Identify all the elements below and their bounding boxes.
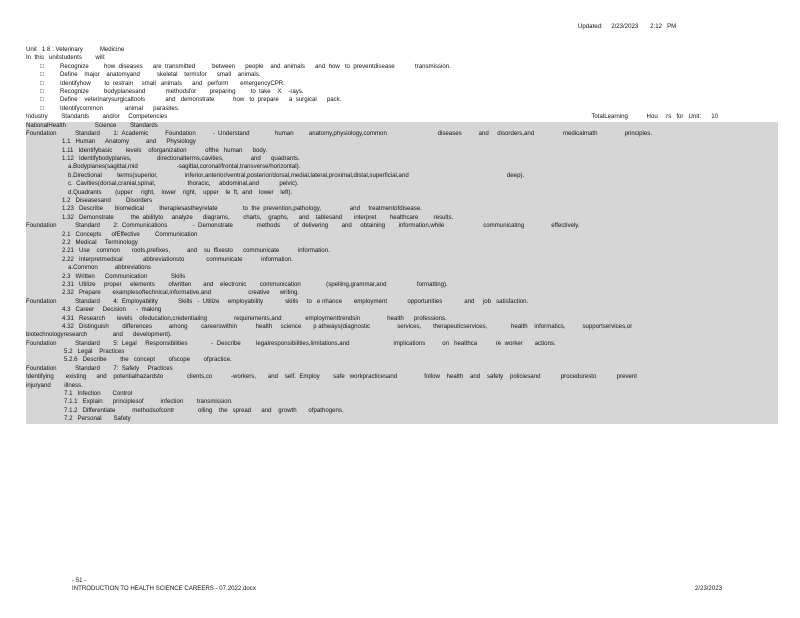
checkbox-bullet-icon: □ bbox=[40, 71, 44, 79]
standard-line: 5.2 Legal Practices bbox=[64, 348, 125, 356]
footer-doc-name: INTRODUCTION TO HEALTH SCIENCE CAREERS - 07.2022.docx bbox=[72, 585, 256, 592]
standard-line: d.Quadrants (upper right, lower right, upper le ft, and lower left). bbox=[68, 188, 293, 196]
objectives-list bbox=[26, 63, 778, 113]
standard-line: 7.2 Personal Safety bbox=[64, 415, 131, 423]
standard-line: 2.21 Use common roots,prefixes, and su ffixesto communicate information. bbox=[62, 247, 330, 255]
standard-line: 2.31 Utilize proper elements ofwritten and electronic communication (spelling,grammar,and formatting). bbox=[62, 280, 448, 288]
standard-line: Foundation Standard 4: Employability Skills - Utilize employability skills to e nhance employment opportunities and job satisfaction. bbox=[26, 297, 529, 305]
standards-header-left: Industry Standards and/or Competencies bbox=[26, 113, 168, 121]
standard-line: Foundation Standard 2: Communications - Demonstrate methods of delivering and obtaining information,while communicating effectively. bbox=[26, 222, 580, 230]
standard-line: c. Cavities(dorsal,cranial,spinal, thoracic, abdominal,and pelvic). bbox=[68, 180, 299, 188]
standard-line: 1.12 Identifybodyplanes, directionalterms,cavities, and quadrants. bbox=[62, 155, 300, 163]
standard-line: injuryand illness. bbox=[26, 381, 83, 389]
standard-line: 1.32 Demonstrate the abilityto analyze diagrams, charts, graphs, and tablesand interpret healthcare results. bbox=[62, 213, 454, 221]
standard-line: 7.1 Infection Control bbox=[64, 390, 133, 398]
standard-line: 2.1 Concepts ofEffective Communication bbox=[62, 230, 198, 238]
unit-intro: In this unitstudents will: bbox=[26, 54, 106, 62]
objective-item bbox=[26, 105, 778, 113]
document-page bbox=[26, 46, 778, 424]
objective-item bbox=[26, 80, 778, 88]
standards-block bbox=[26, 122, 778, 424]
objective-text: Identifycommon animal parasites. bbox=[60, 104, 180, 112]
checkbox-bullet-icon: □ bbox=[40, 62, 44, 70]
objective-text: Define major anatomyand skeletal termsfor small animals. bbox=[60, 71, 261, 79]
footer-date: 2/23/2023 bbox=[694, 585, 722, 592]
updated-timestamp: Updated: 2/23/2023 2:12 PM bbox=[578, 23, 677, 30]
checkbox-bullet-icon: □ bbox=[40, 96, 44, 104]
standard-line: 7.1.1 Explain principlesof infection transmission. bbox=[64, 398, 233, 406]
standard-line: 1.1 Human Anatomy and Physiology bbox=[62, 138, 196, 146]
standard-line: 5.2.6 Describe the concept ofscope ofpractice. bbox=[64, 356, 232, 364]
standard-line: 4.3 Career Decision - making bbox=[62, 306, 162, 314]
standard-line: Identifying existing and potentialhazardsto clients,co -workers, and self. Employ safe workpracticesand follow health and safety policiesand proceduresto prevent bbox=[26, 373, 638, 381]
checkbox-bullet-icon: □ bbox=[40, 87, 44, 95]
standard-line: Foundation Standard 5: Legal Responsibilities - Describe legalresponsibilities,limitations,and implications on healthca re worker actions. bbox=[26, 339, 556, 347]
objective-text: Identifyhow to restrain small animals and perform emergencyCPR. bbox=[60, 79, 285, 87]
standard-line: 2.3 Written Communication Skills bbox=[62, 272, 186, 280]
objective-text: Define veterinarysurgicaltools and demonstrate how to prepare a surgical pack. bbox=[60, 96, 342, 104]
standard-line: biotechnologyresearch and development). bbox=[26, 331, 172, 339]
standard-line: 1.2 Diseasesand Disorders bbox=[62, 197, 153, 205]
objective-item bbox=[26, 63, 778, 71]
standard-line: NationalHealth Science Standards bbox=[26, 121, 158, 129]
standard-line: b.Directional terms(superior, inferior,anterior/ventral,posterior/dorsal,medial,lateral,proximal,distal,superficial,and deep). bbox=[68, 171, 525, 179]
standard-line: 2.2 Medical Terminology bbox=[62, 238, 138, 246]
objective-item bbox=[26, 88, 778, 96]
checkbox-bullet-icon: □ bbox=[40, 104, 44, 112]
standard-line: Foundation Standard 1: Academic Foundation - Understand human anatomy,physiology,common diseases and disorders,and medicalmath principles. bbox=[26, 129, 653, 137]
standard-line: 4.32 Distinguish differences among careerswithin health science p athways(diagnostic services, therapeuticservices, health informatics, supportservices,or bbox=[62, 322, 633, 330]
standards-header bbox=[26, 113, 778, 121]
objective-item bbox=[26, 71, 778, 79]
page-number: - 51 - bbox=[72, 577, 87, 584]
standards-header-right: TotalLearning Hou rs for Unit: 10 bbox=[591, 113, 718, 121]
objective-text: Recognize how diseases are transmitted between people and animals and how to preventdisease transmission. bbox=[60, 62, 451, 70]
standard-line: 7.1.2 Differentiate methodsofcontr olling the spread and growth ofpathogens. bbox=[64, 406, 344, 414]
standard-line: 1.11 Identifybasic levels oforganization ofthe human body. bbox=[62, 146, 268, 154]
standard-line: a.Bodyplanes(sagittal,mid -sagittal,coronal/frontal,transverse/horizontal). bbox=[68, 163, 301, 171]
checkbox-bullet-icon: □ bbox=[40, 79, 44, 87]
standard-line: a.Common abbreviations bbox=[68, 264, 151, 272]
standard-line: 2.32 Prepare examplesoftechnical,informative,and creative writing. bbox=[62, 289, 300, 297]
page-footer bbox=[72, 577, 722, 593]
standard-line: Foundation Standard 7: Safety Practices bbox=[26, 364, 173, 372]
unit-title: Unit 1 8 : Veterinary Medicine bbox=[26, 46, 125, 53]
standard-line: 2.22 Interpretmedical abbreviationsto communicate information. bbox=[62, 255, 293, 263]
standard-line: 4.31 Research levels ofeducation,credentialing requirements,and employmenttrendsin health professions. bbox=[62, 314, 447, 322]
objective-text: Recognize bodyplanesand methodsfor preparing to take X -rays. bbox=[60, 87, 304, 95]
standard-line: 1.23 Describe biomedical therapiesastheyrelate to the prevention,pathology, and treatmentofdisease. bbox=[62, 205, 422, 213]
objective-item bbox=[26, 96, 778, 104]
